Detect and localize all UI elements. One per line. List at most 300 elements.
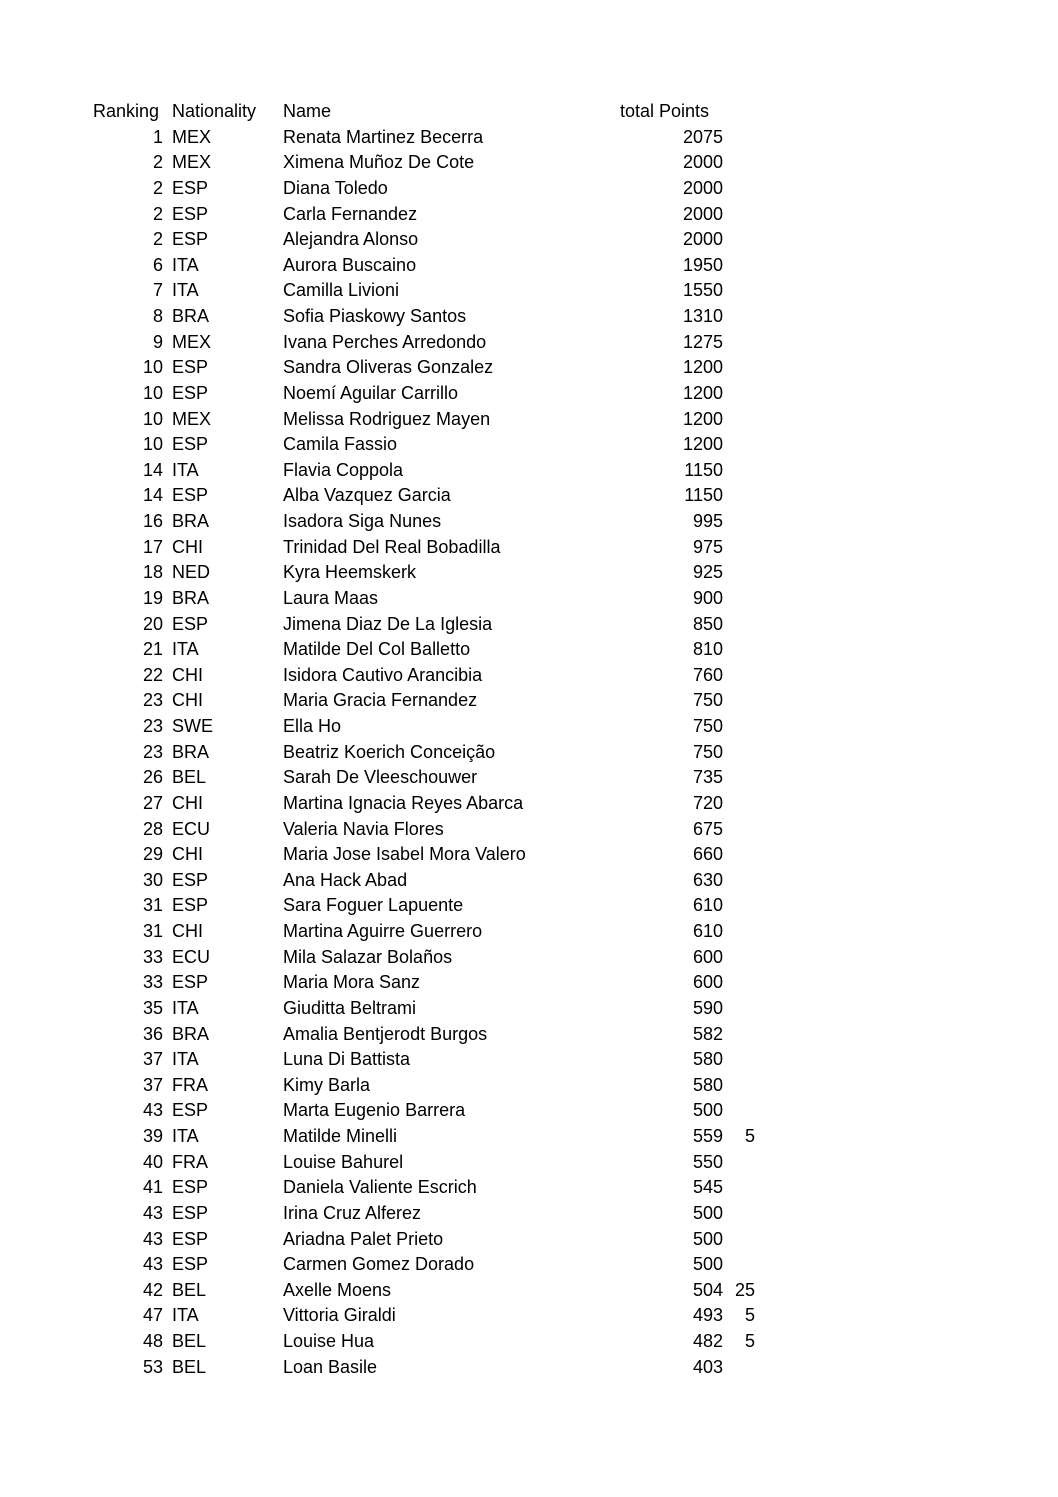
- rank-cell: 21: [142, 639, 163, 660]
- nationality-cell: MEX: [172, 408, 212, 429]
- extra-points-cell: [723, 586, 755, 612]
- rank-cell: 14: [142, 485, 163, 506]
- extra-points-cell: [723, 842, 755, 868]
- rank-cell: 28: [142, 818, 163, 839]
- points-cell: 850: [692, 613, 723, 634]
- rank-cell: 43: [142, 1254, 163, 1275]
- table-row: [93, 1022, 755, 1048]
- name-cell: Carla Fernandez: [283, 203, 418, 224]
- points-cell: 500: [692, 1254, 723, 1275]
- extra-points-cell: [723, 791, 755, 817]
- points-cell: 559: [692, 1126, 723, 1146]
- rank-cell: 2: [152, 203, 163, 224]
- extra-points-cell: 5: [744, 1305, 755, 1326]
- rank-cell: 33: [142, 972, 163, 993]
- nationality-cell: CHI: [172, 921, 203, 941]
- extra-points-cell: [723, 1150, 755, 1176]
- ranking-table: [93, 99, 755, 1380]
- rank-cell: 8: [152, 306, 163, 326]
- table-row: [93, 970, 755, 996]
- extra-points-cell: [723, 1047, 755, 1073]
- nationality-cell: BEL: [172, 767, 207, 788]
- rank-cell: 2: [152, 152, 163, 173]
- rank-cell: 53: [142, 1356, 163, 1377]
- extra-points-cell: [723, 176, 755, 202]
- nationality-cell: FRA: [172, 1151, 208, 1172]
- name-cell: Ella Ho: [283, 716, 342, 736]
- points-cell: 975: [692, 536, 723, 557]
- table-row: [93, 765, 755, 791]
- nationality-cell: ITA: [172, 459, 199, 480]
- points-cell: 630: [692, 869, 723, 890]
- name-cell: Alba Vazquez Garcia: [283, 485, 451, 506]
- nationality-cell: ESP: [172, 1100, 209, 1121]
- table-row: [93, 1227, 755, 1253]
- table-row: [93, 893, 755, 919]
- extra-points-cell: [723, 150, 755, 176]
- points-cell: 900: [692, 587, 723, 608]
- points-cell: 500: [692, 1202, 723, 1223]
- rank-cell: 31: [142, 895, 163, 916]
- rank-cell: 1: [152, 126, 163, 147]
- table-row: [93, 1124, 755, 1150]
- table-row: [93, 1150, 755, 1176]
- name-cell: Isadora Siga Nunes: [283, 511, 442, 531]
- extra-points-cell: [723, 202, 755, 228]
- points-cell: 925: [692, 562, 723, 583]
- name-cell: Maria Jose Isabel Mora Valero: [283, 844, 526, 865]
- points-cell: 1150: [684, 485, 723, 506]
- name-cell: Trinidad Del Real Bobadilla: [283, 536, 501, 557]
- extra-points-cell: [723, 458, 755, 484]
- points-cell: 545: [692, 1177, 723, 1198]
- table-row: [93, 637, 755, 663]
- nationality-cell: ESP: [172, 1177, 209, 1198]
- points-cell: 580: [692, 1074, 723, 1095]
- table-row: [93, 381, 755, 407]
- extra-points-cell: [723, 868, 755, 894]
- points-cell: 582: [692, 1023, 723, 1044]
- points-cell: 1550: [682, 280, 723, 301]
- table-header: [93, 99, 755, 125]
- table-row: [93, 1303, 755, 1329]
- rank-cell: 10: [142, 382, 163, 403]
- points-cell: 610: [692, 895, 723, 916]
- table-row: [93, 227, 755, 253]
- table-row: [93, 919, 755, 945]
- nationality-cell: MEX: [172, 331, 212, 352]
- name-cell: Sandra Oliveras Gonzalez: [283, 357, 494, 378]
- rank-cell: 2: [152, 229, 163, 250]
- table-row: [93, 1329, 755, 1355]
- nationality-cell: BRA: [172, 306, 210, 326]
- nationality-cell: CHI: [172, 536, 203, 557]
- name-cell: Diana Toledo: [283, 177, 388, 198]
- nationality-cell: BEL: [172, 1331, 207, 1351]
- extra-points-cell: [723, 1175, 755, 1201]
- table-row: [93, 407, 755, 433]
- rank-cell: 10: [142, 408, 163, 429]
- extra-points-cell: [723, 535, 755, 561]
- name-cell: Marta Eugenio Barrera: [283, 1100, 466, 1121]
- points-cell: 735: [692, 767, 723, 788]
- table-row: [93, 817, 755, 843]
- extra-points-cell: [723, 227, 755, 253]
- rank-cell: 33: [142, 946, 163, 967]
- extra-points-cell: 5: [744, 1126, 755, 1146]
- name-cell: Valeria Navia Flores: [283, 818, 444, 839]
- table-row: [93, 432, 755, 458]
- points-cell: 675: [692, 818, 723, 839]
- rank-cell: 6: [152, 254, 163, 275]
- nationality-cell: ITA: [172, 639, 199, 660]
- extra-points-cell: [723, 996, 755, 1022]
- extra-points-cell: [723, 304, 755, 330]
- rank-cell: 7: [152, 280, 163, 301]
- nationality-cell: BRA: [172, 587, 210, 608]
- nationality-cell: ESP: [172, 613, 209, 634]
- extra-points-cell: [723, 740, 755, 766]
- table-row: [93, 612, 755, 638]
- table-row: [93, 740, 755, 766]
- header-name: Name: [283, 101, 332, 121]
- table-row: [93, 1175, 755, 1201]
- nationality-cell: CHI: [172, 792, 203, 813]
- name-cell: Giuditta Beltrami: [283, 997, 417, 1018]
- extra-points-cell: [723, 1022, 755, 1048]
- name-cell: Carmen Gomez Dorado: [283, 1254, 475, 1275]
- table-body: [93, 125, 755, 1381]
- rank-cell: 27: [142, 792, 163, 813]
- name-cell: Martina Ignacia Reyes Abarca: [283, 792, 524, 813]
- table-row: [93, 945, 755, 971]
- extra-points-cell: [723, 919, 755, 945]
- name-cell: Matilde Del Col Balletto: [283, 639, 471, 660]
- table-row: [93, 150, 755, 176]
- nationality-cell: SWE: [172, 716, 214, 736]
- rank-cell: 31: [142, 921, 163, 941]
- points-cell: 720: [692, 792, 723, 813]
- name-cell: Loan Basile: [283, 1356, 378, 1377]
- table-row: [93, 688, 755, 714]
- table-row: [93, 535, 755, 561]
- nationality-cell: NED: [172, 562, 211, 583]
- name-cell: Amalia Bentjerodt Burgos: [283, 1023, 488, 1044]
- table-row: [93, 1278, 755, 1304]
- name-cell: Mila Salazar Bolaños: [283, 946, 453, 967]
- rank-cell: 30: [142, 869, 163, 890]
- rank-cell: 40: [142, 1151, 163, 1172]
- extra-points-cell: [723, 637, 755, 663]
- points-cell: 2000: [682, 203, 723, 224]
- table-row: [93, 714, 755, 740]
- rank-cell: 42: [142, 1279, 163, 1300]
- rank-cell: 35: [142, 997, 163, 1018]
- extra-points-cell: [723, 688, 755, 714]
- rank-cell: 10: [142, 434, 163, 455]
- points-cell: 1200: [682, 382, 723, 403]
- points-cell: 660: [692, 844, 723, 865]
- name-cell: Camila Fassio: [283, 434, 398, 455]
- points-cell: 403: [692, 1356, 723, 1377]
- name-cell: Flavia Coppola: [283, 459, 404, 480]
- extra-points-cell: [723, 407, 755, 433]
- name-cell: Axelle Moens: [283, 1279, 392, 1300]
- name-cell: Jimena Diaz De La Iglesia: [283, 613, 493, 634]
- table-row: [93, 304, 755, 330]
- rank-cell: 47: [142, 1305, 163, 1326]
- nationality-cell: ESP: [172, 1228, 209, 1249]
- extra-points-cell: [723, 125, 755, 151]
- rank-cell: 23: [142, 690, 163, 711]
- extra-points-cell: 5: [744, 1331, 755, 1351]
- header-total-points: total Points: [620, 101, 710, 121]
- rank-cell: 19: [142, 587, 163, 608]
- name-cell: Isidora Cautivo Arancibia: [283, 664, 483, 685]
- nationality-cell: ESP: [172, 434, 209, 455]
- table-row: [93, 355, 755, 381]
- points-cell: 1200: [682, 408, 723, 429]
- nationality-cell: ITA: [172, 1049, 199, 1070]
- rank-cell: 48: [142, 1331, 163, 1351]
- name-cell: Vittoria Giraldi: [283, 1305, 396, 1326]
- nationality-cell: BRA: [172, 511, 210, 531]
- name-cell: Louise Bahurel: [283, 1151, 404, 1172]
- table-row: [93, 1201, 755, 1227]
- name-cell: Noemí Aguilar Carrillo: [283, 382, 459, 403]
- rank-cell: 16: [142, 511, 163, 531]
- extra-points-cell: [723, 483, 755, 509]
- points-cell: 493: [692, 1305, 723, 1326]
- extra-points-cell: [723, 1252, 755, 1278]
- points-cell: 2000: [682, 229, 723, 250]
- name-cell: Maria Gracia Fernandez: [283, 690, 478, 711]
- name-cell: Melissa Rodriguez Mayen: [283, 408, 491, 429]
- name-cell: Maria Mora Sanz: [283, 972, 421, 993]
- table-row: [93, 586, 755, 612]
- nationality-cell: ESP: [172, 1254, 209, 1275]
- points-cell: 1150: [684, 459, 723, 480]
- rank-cell: 43: [142, 1202, 163, 1223]
- points-cell: 2000: [682, 152, 723, 173]
- name-cell: Camilla Livioni: [283, 280, 400, 301]
- name-cell: Louise Hua: [283, 1331, 375, 1351]
- table-row: [93, 125, 755, 151]
- points-cell: 810: [692, 639, 723, 660]
- table-row: [93, 791, 755, 817]
- nationality-cell: ESP: [172, 203, 209, 224]
- extra-points-cell: [723, 509, 755, 535]
- extra-points-cell: [723, 432, 755, 458]
- name-cell: Martina Aguirre Guerrero: [283, 921, 483, 941]
- rank-cell: 9: [152, 331, 163, 352]
- rank-cell: 39: [142, 1126, 163, 1146]
- rank-cell: 43: [142, 1228, 163, 1249]
- rank-cell: 17: [142, 536, 163, 557]
- name-cell: Ximena Muñoz De Cote: [283, 152, 475, 173]
- points-cell: 610: [692, 921, 723, 941]
- rank-cell: 14: [142, 459, 163, 480]
- table-row: [93, 253, 755, 279]
- ranking-sheet: [93, 99, 755, 1380]
- extra-points-cell: [723, 1355, 755, 1381]
- rank-cell: 29: [142, 844, 163, 865]
- rank-cell: 2: [152, 177, 163, 198]
- extra-points-cell: [723, 945, 755, 971]
- points-cell: 590: [692, 997, 723, 1018]
- rank-cell: 23: [142, 716, 163, 736]
- extra-points-cell: [723, 330, 755, 356]
- header-nationality: Nationality: [172, 101, 257, 121]
- rank-cell: 22: [142, 664, 163, 685]
- extra-points-cell: [723, 663, 755, 689]
- name-cell: Laura Maas: [283, 587, 379, 608]
- points-cell: 750: [692, 716, 723, 736]
- extra-points-cell: [723, 1098, 755, 1124]
- extra-points-cell: [723, 1227, 755, 1253]
- nationality-cell: ESP: [172, 357, 209, 378]
- table-row: [93, 996, 755, 1022]
- points-cell: 550: [692, 1151, 723, 1172]
- table-row: [93, 176, 755, 202]
- points-cell: 1200: [682, 434, 723, 455]
- extra-points-cell: [723, 560, 755, 586]
- points-cell: 500: [692, 1228, 723, 1249]
- extra-points-cell: [723, 970, 755, 996]
- nationality-cell: ESP: [172, 1202, 209, 1223]
- extra-points-cell: [723, 253, 755, 279]
- rank-cell: 37: [142, 1074, 163, 1095]
- points-cell: 482: [692, 1331, 723, 1351]
- points-cell: 1950: [682, 254, 723, 275]
- name-cell: Kyra Heemskerk: [283, 562, 417, 583]
- nationality-cell: ESP: [172, 382, 209, 403]
- points-cell: 600: [692, 972, 723, 993]
- points-cell: 750: [692, 741, 723, 762]
- header-row: [93, 99, 755, 125]
- table-row: [93, 483, 755, 509]
- name-cell: Sara Foguer Lapuente: [283, 895, 464, 916]
- table-row: [93, 663, 755, 689]
- name-cell: Alejandra Alonso: [283, 229, 419, 250]
- points-cell: 1200: [682, 357, 723, 378]
- header-ranking: Ranking: [93, 101, 160, 121]
- points-cell: 1310: [682, 306, 723, 326]
- table-row: [93, 330, 755, 356]
- extra-points-cell: [723, 817, 755, 843]
- nationality-cell: FRA: [172, 1074, 208, 1095]
- points-cell: 2075: [682, 126, 723, 147]
- table-row: [93, 1047, 755, 1073]
- nationality-cell: ITA: [172, 997, 199, 1018]
- extra-points-cell: 25: [734, 1279, 755, 1300]
- extra-points-cell: [723, 765, 755, 791]
- name-cell: Beatriz Koerich Conceição: [283, 741, 496, 762]
- extra-points-cell: [723, 714, 755, 740]
- nationality-cell: CHI: [172, 664, 203, 685]
- rank-cell: 23: [142, 741, 163, 762]
- table-row: [93, 509, 755, 535]
- nationality-cell: BEL: [172, 1279, 207, 1300]
- extra-points-cell: [723, 893, 755, 919]
- nationality-cell: CHI: [172, 844, 203, 865]
- table-row: [93, 1073, 755, 1099]
- rank-cell: 20: [142, 613, 163, 634]
- table-row: [93, 1252, 755, 1278]
- extra-points-cell: [723, 278, 755, 304]
- rank-cell: 36: [142, 1023, 163, 1044]
- nationality-cell: ITA: [172, 254, 199, 275]
- rank-cell: 26: [142, 767, 163, 788]
- rank-cell: 10: [142, 357, 163, 378]
- nationality-cell: CHI: [172, 690, 203, 711]
- extra-points-cell: [723, 381, 755, 407]
- rank-cell: 37: [142, 1049, 163, 1070]
- nationality-cell: ESP: [172, 229, 209, 250]
- nationality-cell: ECU: [172, 946, 211, 967]
- name-cell: Kimy Barla: [283, 1074, 371, 1095]
- table-row: [93, 278, 755, 304]
- nationality-cell: BEL: [172, 1356, 207, 1377]
- name-cell: Daniela Valiente Escrich: [283, 1177, 477, 1198]
- points-cell: 760: [692, 664, 723, 685]
- points-cell: 995: [692, 511, 723, 531]
- name-cell: Ana Hack Abad: [283, 869, 408, 890]
- table-row: [93, 1355, 755, 1381]
- name-cell: Luna Di Battista: [283, 1049, 411, 1070]
- nationality-cell: ESP: [172, 485, 209, 506]
- nationality-cell: BRA: [172, 1023, 210, 1044]
- rank-cell: 43: [142, 1100, 163, 1121]
- extra-points-cell: [723, 1073, 755, 1099]
- table-row: [93, 868, 755, 894]
- extra-points-cell: [723, 612, 755, 638]
- table-row: [93, 842, 755, 868]
- table-row: [93, 202, 755, 228]
- name-cell: Ariadna Palet Prieto: [283, 1228, 444, 1249]
- points-cell: 600: [692, 946, 723, 967]
- table-row: [93, 458, 755, 484]
- name-cell: Renata Martinez Becerra: [283, 126, 484, 147]
- name-cell: Irina Cruz Alferez: [283, 1202, 422, 1223]
- points-cell: 500: [692, 1100, 723, 1121]
- nationality-cell: ESP: [172, 972, 209, 993]
- name-cell: Sofia Piaskowy Santos: [283, 306, 467, 326]
- points-cell: 504: [692, 1279, 723, 1300]
- name-cell: Sarah De Vleeschouwer: [283, 767, 478, 788]
- name-cell: Aurora Buscaino: [283, 254, 417, 275]
- nationality-cell: BRA: [172, 741, 210, 762]
- points-cell: 580: [692, 1049, 723, 1070]
- points-cell: 2000: [682, 177, 723, 198]
- nationality-cell: ESP: [172, 177, 209, 198]
- name-cell: Ivana Perches Arredondo: [283, 331, 487, 352]
- table-row: [93, 1098, 755, 1124]
- points-cell: 750: [692, 690, 723, 711]
- table-row: [93, 560, 755, 586]
- nationality-cell: ITA: [172, 280, 199, 301]
- rank-cell: 18: [142, 562, 163, 583]
- nationality-cell: MEX: [172, 152, 212, 173]
- nationality-cell: ITA: [172, 1305, 199, 1326]
- nationality-cell: ITA: [172, 1126, 199, 1146]
- name-cell: Matilde Minelli: [283, 1126, 398, 1146]
- extra-points-cell: [723, 1201, 755, 1227]
- points-cell: 1275: [682, 331, 723, 352]
- header-extra: [723, 99, 755, 125]
- nationality-cell: ECU: [172, 818, 211, 839]
- nationality-cell: MEX: [172, 126, 212, 147]
